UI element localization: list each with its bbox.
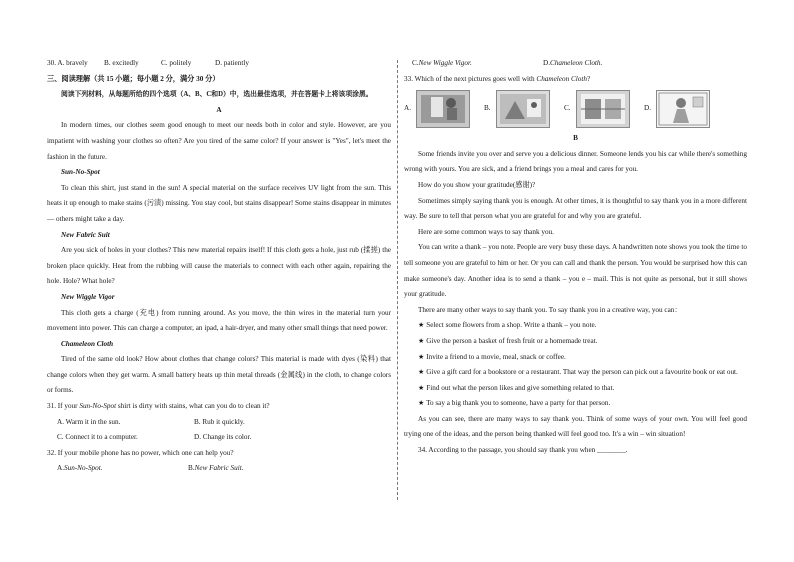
option-letter: D.	[543, 59, 550, 67]
option-c: C. Connect it to a computer.	[57, 433, 138, 442]
question-33-stem	[404, 72, 747, 88]
option-b: B. Rub it quickly.	[194, 417, 245, 426]
passage-b-paragraph-7: As you can see, there are many ways to say thank you. Think of some ways of your own. You will feel good trying one of the ideas, and the person being thanked will feel good too. It's a win – win situation!	[404, 414, 747, 439]
option-d: D. patiently	[215, 59, 249, 67]
bullet-item: ★ Give the person a basket of fresh fruit or a homemade treat.	[418, 336, 598, 345]
option-a: 30. A. bravely	[47, 59, 88, 67]
section-title: 三、阅读理解（共 15 小题；每小题 2 分，满分 30 分）	[47, 74, 220, 83]
picture-label-c: C.	[564, 104, 571, 113]
picture-label-d: D.	[644, 104, 651, 113]
question-34-stem: 34. According to the passage, you should say thank you when ________.	[418, 446, 628, 455]
picture-b-illustration	[497, 91, 549, 127]
option-b: B. excitedly	[104, 59, 139, 67]
passage-a-intro: In modern times, our clothes seem good enough to meet our needs both in color and style. However, are you impatient with washing your clothes so often? Are you tired of the same color? If your answer is "Yes", let's meet the fashion in the future.	[47, 121, 391, 161]
option-text: Chameleon Cloth.	[550, 59, 603, 67]
passage-b-label: B	[573, 134, 578, 143]
item-title-sun-no-spot: Sun-No-Spot	[61, 168, 100, 177]
item-text-sun-no-spot: To clean this shirt, just stand in the sun! A special material on the surface receives UV light from the sun. This heats it up enough to make stains (污渍) missing. You stay cool, but stains disappear! Some stains disappear in minutes — others might take a day.	[47, 183, 391, 223]
item-text-chameleon-cloth: Tired of the same old look? How about clothes that change colors? This material is made with dyes (染料) that change colors when they get warm. A small battery heats up thin metal threads (金属线) in the cloth, to change colors or forms.	[47, 355, 391, 395]
question-31-options-row2	[47, 430, 391, 446]
passage-b-paragraph-4: Here are some common ways to say thank you.	[418, 227, 554, 236]
passage-b-paragraph-5: You can write a thank – you note. People are very busy these days. A handwritten note shows you took the time to tell someone you are grateful to him or her. Or you can call and thank the person. You would be surprised how this can make someone's day. Another idea is to send a thank – you e – mail. This is not quite as personal, but it still shows your gratitude.	[404, 243, 747, 299]
picture-label-b: B.	[484, 104, 491, 113]
option-text: Sun-No-Spot.	[64, 464, 103, 473]
option-a: A. Warm it in the sun.	[57, 417, 121, 426]
q33-stem-part: 33. Which of the next pictures goes well with	[404, 74, 537, 83]
bullet-item: ★ To say a big thank you to someone, have a party for that person.	[418, 399, 611, 408]
q33-stem-part: ?	[586, 74, 591, 83]
item-title-new-fabric-suit: New Fabric Suit	[61, 230, 110, 239]
option-letter: C.	[412, 59, 419, 67]
q33-stem-emphasis: Chameleon Cloth	[536, 74, 587, 83]
item-title-chameleon-cloth: Chameleon Cloth	[61, 339, 114, 348]
question-31-options-row1	[47, 415, 391, 431]
passage-a-label: A	[216, 105, 222, 114]
option-text: New Fabric Suit.	[194, 464, 244, 473]
option-a	[47, 461, 188, 477]
column-divider	[397, 60, 398, 500]
picture-d-illustration	[657, 91, 709, 127]
bullet-item: ★ Invite a friend to a movie, meal, snack or coffee.	[418, 352, 566, 361]
option-b	[188, 461, 244, 477]
picture-d	[656, 90, 710, 128]
picture-c-illustration	[577, 91, 629, 127]
option-d	[543, 56, 602, 72]
picture-a	[416, 90, 470, 128]
question-31-stem	[47, 399, 391, 415]
passage-b-paragraph-2: How do you show your gratitude(感谢)?	[418, 180, 536, 189]
item-text-new-fabric-suit: Are you sick of holes in your clothes? This new material repairs itself! If this cloth gets a hole, just rub (揉搓) the broken place quickly. Heat from the rubbing will cause the materials to connect with each other again, repairing the hole. Hole? What hole?	[47, 246, 391, 286]
bullet-item: ★ Find out what the person likes and give something related to that.	[418, 383, 615, 392]
q31-stem-part: 31. If your	[47, 402, 80, 411]
option-letter: A.	[57, 464, 64, 473]
passage-b-paragraph-6: There are many other ways to say thank you. To say thank you in a creative way, you can：	[418, 305, 682, 314]
right-column	[404, 56, 747, 459]
question-32-options-row2	[404, 56, 747, 72]
picture-b	[496, 90, 550, 128]
picture-label-a: A.	[404, 104, 411, 113]
option-d: D. Change its color.	[194, 433, 252, 442]
option-letter: B.	[188, 464, 195, 473]
section-instruction: 阅读下列材料，从每题所给的四个选项（A、B、C和D）中，选出最佳选项，并在答题卡上将该项涂黑。	[61, 91, 373, 99]
bullet-item: ★ Select some flowers from a shop. Write a thank – you note.	[418, 321, 597, 330]
item-title-new-wiggle-vigor: New Wiggle Vigor	[61, 292, 115, 301]
option-c	[404, 56, 543, 72]
option-c: C. politely	[161, 59, 192, 67]
passage-b-paragraph-3: Sometimes simply saying thank you is enough. At other times, it is thoughtful to say thank you in a more different way. Be sure to tell that person what you are grateful for and why you are grateful.	[404, 196, 747, 221]
option-text: New Wiggle Vigor.	[418, 59, 472, 67]
question-32-stem: 32. If your mobile phone has no power, which one can help you?	[47, 448, 234, 457]
item-text-new-wiggle-vigor: This cloth gets a charge (充电) from running around. As you move, the thin wires in the material turn your movement into power. This can charge a computer, an ipad, a hair-dryer, and many other small things that need power.	[47, 308, 391, 333]
picture-a-illustration	[417, 91, 469, 127]
question-33-pictures	[404, 89, 747, 129]
question-32-options-row1	[47, 461, 391, 477]
q31-stem-emphasis: Sun-No-Spot	[79, 402, 117, 411]
q31-stem-part: shirt is dirty with stains, what can you do to clean it?	[116, 402, 270, 411]
left-column	[47, 56, 391, 477]
passage-b-paragraph-1: Some friends invite you over and serve you a delicious dinner. Someone lends you his car while there's something wrong with yours. You are sick, and a friend brings you a meal and cares for you.	[404, 149, 747, 174]
picture-c	[576, 90, 630, 128]
bullet-item: ★ Give a gift card for a bookstore or a restaurant. That way the person can pick out a favourite book or eat out.	[418, 368, 738, 377]
question-30-options	[47, 56, 391, 72]
